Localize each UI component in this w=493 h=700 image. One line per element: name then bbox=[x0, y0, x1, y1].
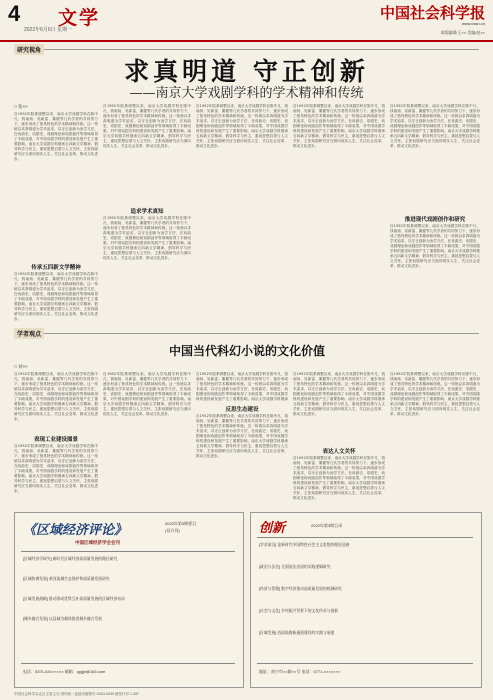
article-column: 自1952年院系调整以来，南京大学戏剧学科在陈中凡、钱南扬、吴新雷、董健等几代学者的共同努力下，逐步形成了独具特色的学术精神和传统。这一传统以求真明道为学术追求，以守正创新为治学方法，在戏曲史、话剧史、戏剧理论和戏剧创作等领域取得了丰硕成果，对中国戏剧学科的建设和发展产生了重要影响。南京大学戏剧学科继承五四新文学精神，倡导科学与民主，重视思想启蒙与人文关怀，主张戏剧研究应当面向现实人生，关注社会变革，推动文化进步。 bbox=[103, 216, 191, 260]
ad-title: 《区域经济评论》 bbox=[23, 523, 128, 538]
article-subhead: 推进现代戏剧创作和研究 bbox=[404, 217, 466, 223]
footer bbox=[0, 690, 493, 700]
article-column: 自1952年院系调整以来，南京大学戏剧学科在陈中凡、钱南扬、吴新雷、董健等几代学者的共同努力下，逐步形成了独具特色的学术精神和传统。这一传统以求真明道为学术追求，以守正创新为治学方法，在戏曲史、话剧史、戏剧理论和戏剧创作等领域取得了丰硕成果，对中国戏剧学科的建设和发展产生了重要影响。南京大学戏剧学科继承五四新文学精神，倡导科学与民主，重视思想启蒙与人文关怀，主张戏剧研究应当面向现实人生，关注社会变革，推动文化进步。 bbox=[14, 272, 98, 321]
tag-divider bbox=[44, 49, 479, 50]
ad-contact: 电话：0371-63×××××× 邮箱：qyjjpl@163.com bbox=[23, 669, 106, 674]
article-column: 自1952年院系调整以来，南京大学戏剧学科在陈中凡、钱南扬、吴新雷、董健等几代学者的共同努力下，逐步形成了独具特色的学术精神和传统。这一传统以求真明道为学术追求，以守正创新为治学方法，在戏曲史、话剧史、戏剧理论和戏剧创作等领域取得了丰硕成果，对中国戏剧学科的建设和发展产生了重要影响。南京大学戏剧学科继承五四新文学精神，倡导科学与民主，重视思想启蒙与人文关怀，主张戏剧研究应当面向现实人生，关注社会变革，推动文化进步。 bbox=[103, 372, 191, 416]
ad-divider bbox=[21, 663, 235, 664]
second-headline: 中国当代科幻小说的文化价值 bbox=[168, 344, 325, 358]
ad-issue: 2022年第3期目录 bbox=[311, 523, 343, 528]
ad-title: 创新 bbox=[259, 521, 286, 536]
article-column: 自1952年院系调整以来，南京大学戏剧学科在陈中凡、钱南扬、吴新雷、董健等几代学者的共同努力下，逐步形成了独具特色的学术精神和传统。这一传统以求真明道为学术追求，以守正创新为治学方法，在戏曲史、话剧史、戏剧理论和戏剧创作等领域取得了丰硕成果，对中国戏剧学科的建设和发展产生了重要影响。南京大学戏剧学科继承五四新文学精神，倡导科学与民主，重视思想启蒙与人文关怀，主张戏剧研究应当面向现实人生，关注社会变革，推动文化进步。 bbox=[390, 372, 480, 416]
ad-row: [区域协调发展] 黄河流域生态保护和高质量发展研究 bbox=[23, 577, 110, 581]
byline: □ 张×× bbox=[14, 104, 28, 109]
ad-divider bbox=[257, 537, 473, 538]
ad-row: [城乡融合发展] 以县域为载体推进城乡融合发展 bbox=[23, 617, 103, 621]
ad-regional-economy bbox=[14, 512, 244, 688]
article-column: 自1952年院系调整以来，南京大学戏剧学科在陈中凡、钱南扬、吴新雷、董健等几代学者的共同努力下，逐步形成了独具特色的学术精神和传统。这一传统以求真明道为学术追求，以守正创新为治学方法，在戏曲史、话剧史、戏剧理论和戏剧创作等领域取得了丰硕成果，对中国戏剧学科的建设和发展产生了重要影响。南京大学戏剧学科继承五四新文学精神，倡导科学与民主，重视思想启蒙与人文关怀，主张戏剧研究应当面向现实人生，关注社会变革，推动文化进步。 bbox=[390, 224, 480, 268]
article-column: 自1952年院系调整以来，南京大学戏剧学科在陈中凡、钱南扬、吴新雷、董健等几代学者的共同努力下，逐步形成了独具特色的学术精神和传统。这一传统以求真明道为学术追求，以守正创新为治学方法，在戏曲史、话剧史、戏剧理论和戏剧创作等领域取得了丰硕成果，对中国戏剧学科的建设和发展产生了重要影响。南京大学戏剧学科继承五四新文学精神，倡导科学与民主，重视思想启蒙与人文关怀，主张戏剧研究应当面向现实人生，关注社会变革，推动文化进步。 bbox=[14, 372, 98, 421]
brand-logo: 中国社会科学报 bbox=[379, 4, 485, 22]
second-byline: □ 刘×× bbox=[14, 364, 28, 369]
page-number: 4 bbox=[8, 1, 21, 26]
ad-row: [社会与文化] 乡村振兴背景下的文化传承与创新 bbox=[259, 609, 339, 613]
ad-row: [学术前沿] 论新时代中国特色社会主义思想的理论品格 bbox=[259, 543, 350, 547]
article-column: 自1952年院系调整以来，南京大学戏剧学科在陈中凡、钱南扬、吴新雷、董健等几代学者的共同努力下，逐步形成了独具特色的学术精神和传统。这一传统以求真明道为学术追求，以守正创新为治学方法，在戏曲史、话剧史、戏剧理论和戏剧创作等领域取得了丰硕成果，对中国戏剧学科的建设和发展产生了重要影响。南京大学戏剧学科继承五四新文学精神，倡导科学与民主，重视思想启蒙与人文关怀，主张戏剧研究应当面向现实人生，关注社会变革，推动文化进步。 bbox=[390, 104, 480, 148]
article-column: 自1952年院系调整以来，南京大学戏剧学科在陈中凡、钱南扬、吴新雷、董健等几代学者的共同努力下，逐步形成了独具特色的学术精神和传统。这一传统以求真明道为学术追求，以守正创新为治学方法，在戏曲史、话剧史、戏剧理论和戏剧创作等领域取得了丰硕成果，对中国戏剧学科的建设和发展产生了重要影响。南京大学戏剧学科继承五四新文学精神，倡导科学与民主，重视思想启蒙与人文关怀，主张戏剧研究应当面向现实人生，关注社会变革，推动文化进步。 bbox=[196, 414, 288, 458]
article-column: 自1952年院系调整以来，南京大学戏剧学科在陈中凡、钱南扬、吴新雷、董健等几代学者的共同努力下，逐步形成了独具特色的学术精神和传统。这一传统以求真明道为学术追求，以守正创新为治学方法，在戏曲史、话剧史、戏剧理论和戏剧创作等领域取得了丰硕成果，对中国戏剧学科的建设和发展产生了重要影响。南京大学戏剧学科继承五四新文学精神，倡导科学与民主，重视思想启蒙与人文关怀，主张戏剧研究应当面向现实人生，关注社会变革，推动文化进步。 bbox=[293, 372, 385, 416]
ad-sponsor: 中国区域经济学会会刊 bbox=[75, 540, 120, 545]
article-column: 自1952年院系调整以来，南京大学戏剧学科在陈中凡、钱南扬、吴新雷、董健等几代学者的共同努力下，逐步形成了独具特色的学术精神和传统。这一传统以求真明道为学术追求，以守正创新为治学方法，在戏曲史、话剧史、戏剧理论和戏剧创作等领域取得了丰硕成果，对中国戏剧学科的建设和发展产生了重要影响。南京大学戏剧学科继承五四新文学精神，倡导科学与民主，重视思想启蒙与人文关怀，主张戏剧研究应当面向现实人生，关注社会变革，推动文化进步。 bbox=[293, 104, 385, 148]
article-subhead: 表达人文关怀 bbox=[322, 449, 356, 455]
ad-row: [区域经济学研究] 新时代区域经济高质量发展的路径研究 bbox=[23, 557, 118, 561]
tag-divider bbox=[44, 333, 479, 334]
article-column: 自1952年院系调整以来，南京大学戏剧学科在陈中凡、钱南扬、吴新雷、董健等几代学者的共同努力下，逐步形成了独具特色的学术精神和传统。这一传统以求真明道为学术追求，以守正创新为治学方法，在戏曲史、话剧史、戏剧理论和戏剧创作等领域取得了丰硕成果，对中国戏剧学科的建设和发展产生了重要影响。南京大学戏剧学科继承五四新文学精神，倡导科学与民主，重视思想启蒙与人文关怀，主张戏剧研究应当面向现实人生，关注社会变革，推动文化进步。 bbox=[14, 444, 98, 493]
article-column: 自1952年院系调整以来，南京大学戏剧学科在陈中凡、钱南扬、吴新雷、董健等几代学者的共同努力下，逐步形成了独具特色的学术精神和传统。这一传统以求真明道为学术追求，以守正创新为治学方法，在戏曲史、话剧史、戏剧理论和戏剧创作等领域取得了丰硕成果，对中国戏剧学科的建设和发展产生了重要影响。南京大学戏剧学科继承五四新文学精神，倡导科学与民主，重视思想启蒙与人文关怀，主张戏剧研究应当面向现实人生，关注社会变革，推动文化进步。 bbox=[14, 112, 98, 161]
article-subhead: 传承五四新文学精神 bbox=[31, 265, 81, 271]
date-line: 2022年6月6日 星期一 bbox=[24, 27, 73, 33]
brand-url: www.cssn.cn bbox=[461, 21, 485, 26]
article-subhead: 追求学术真知 bbox=[130, 209, 164, 215]
section-title: 文学 bbox=[58, 7, 101, 29]
ad-innovation bbox=[250, 512, 482, 688]
ad-row: [经济与管理] 数字经济推动高质量发展的机制研究 bbox=[259, 587, 342, 591]
ad-contact: 地址：南宁市××路××号 电话：0771-××××××× bbox=[259, 669, 341, 674]
article-column: 自1952年院系调整以来，南京大学戏剧学科在陈中凡、钱南扬、吴新雷、董健等几代学者的共同努力下，逐步形成了独具特色的学术精神和传统。这一传统以求真明道为学术追求，以守正创新为治学方法，在戏曲史、话剧史、戏剧理论和戏剧创作等领域取得了丰硕成果，对中国戏剧学科的建设和发展产生了重要影响。南京大学戏剧学科继承五四新文学精神，倡导科学与民主，重视思想启蒙与人文关怀，主张戏剧研究应当面向现实人生，关注社会变革，推动文化进步。 bbox=[103, 104, 191, 148]
headline: 求真明道 守正创新 bbox=[124, 57, 369, 86]
article-subhead: 表现工业建设图景 bbox=[33, 437, 78, 443]
ad-frequency: (双月刊) bbox=[165, 528, 180, 533]
editor-line: 本版编辑/王×× 美编/赵×× bbox=[440, 30, 485, 35]
ad-divider bbox=[257, 663, 473, 664]
section-tag: 研究视角 bbox=[14, 44, 44, 55]
ad-issue: 2022年第3期要目 bbox=[165, 521, 197, 526]
footer-text: 中国社会科学杂志社主管主办 国内统一连续出版物号 CN11-0299 邮发代号 1-287 bbox=[14, 692, 139, 696]
subheadline: ——南京大学戏剧学科的学术精神和传统 bbox=[129, 86, 364, 101]
ad-row: [区域发展战略] 推动形成优势互补高质量发展的区域经济布局 bbox=[23, 597, 125, 601]
article-column: 自1952年院系调整以来，南京大学戏剧学科在陈中凡、钱南扬、吴新雷、董健等几代学者的共同努力下，逐步形成了独具特色的学术精神和传统。这一传统以求真明道为学术追求，以守正创新为治学方法，在戏曲史、话剧史、戏剧理论和戏剧创作等领域取得了丰硕成果，对中国戏剧学科的建设和发展产生了重要影响。南京大学戏剧学科继承 bbox=[196, 372, 288, 401]
article-column: 自1952年院系调整以来，南京大学戏剧学科在陈中凡、钱南扬、吴新雷、董健等几代学者的共同努力下，逐步形成了独具特色的学术精神和传统。这一传统以求真明道为学术追求，以守正创新为治学方法，在戏曲史、话剧史、戏剧理论和戏剧创作等领域取得了丰硕成果，对中国戏剧学科的建设和发展产生了重要影响。南京大学戏剧学科继承五四新文学精神，倡导科学与民主，重视思想启蒙与人文关怀，主张戏剧研究应当面向现实人生，关注社会变革，推动文化进步。 bbox=[293, 456, 385, 500]
article-column: 自1952年院系调整以来，南京大学戏剧学科在陈中凡、钱南扬、吴新雷、董健等几代学者的共同努力下，逐步形成了独具特色的学术精神和传统。这一传统以求真明道为学术追求，以守正创新为治学方法，在戏曲史、话剧史、戏剧理论和戏剧创作等领域取得了丰硕成果，对中国戏剧学科的建设和发展产生了重要影响。南京大学戏剧学科继承五四新文学精神，倡导科学与民主，重视思想启蒙与人文关怀，主张戏剧研究应当面向现实人生，关注社会变革，推动文化进步。 bbox=[196, 104, 288, 148]
ad-row: [政治与法治] 全面依法治国的实践逻辑研究 bbox=[259, 565, 331, 569]
section-tag-2: 学者观点 bbox=[14, 328, 44, 339]
article-subhead: 反思生态建设 bbox=[225, 407, 259, 413]
ad-divider bbox=[21, 551, 235, 552]
ad-row: [区域发展] 西部陆海新通道建设的实践与展望 bbox=[259, 631, 335, 635]
